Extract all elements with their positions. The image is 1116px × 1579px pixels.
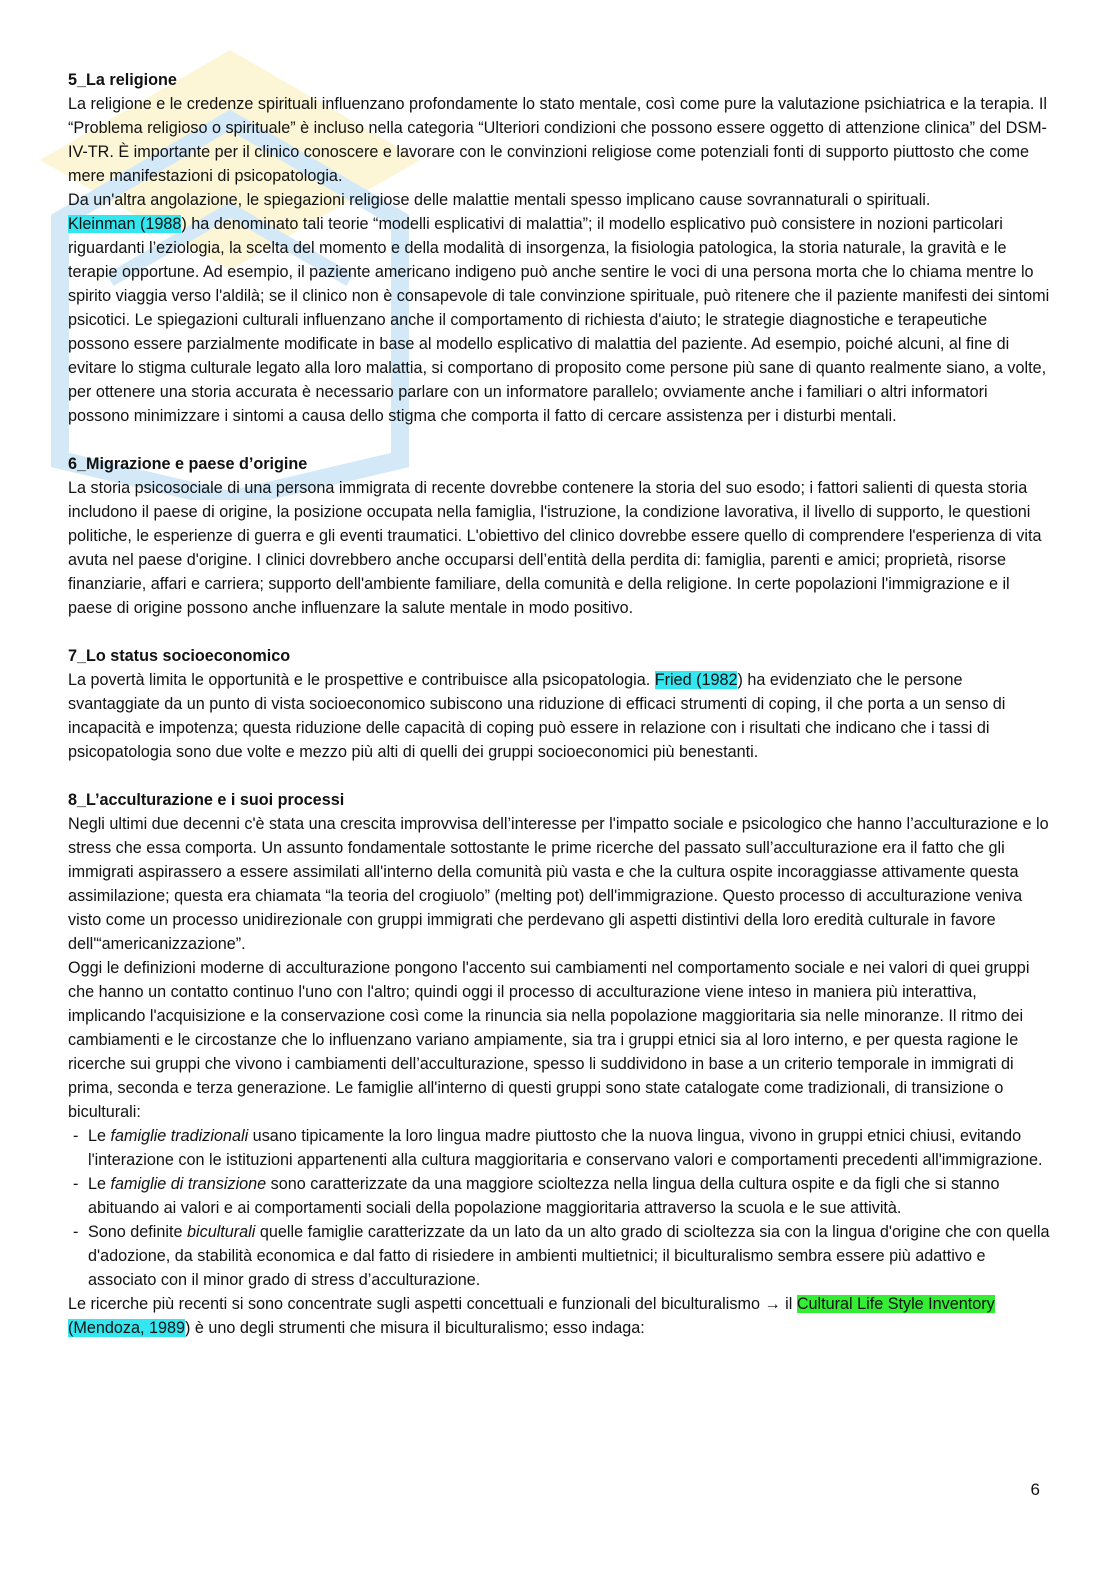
paragraph: Oggi le definizioni moderne di acculturazione pongono l'accento sui cambiamenti nel comportamento sociale e nei valori di quei gruppi che hanno un contatto continuo l'uno con l'altro; quindi oggi il processo di acculturazione viene inteso in maniera più interattiva, implicando l'acquisizione e la conservazione così come la rinuncia sia nella popolazione maggioritaria sia nelle minoranze. Il ritmo dei cambiamenti e le circostanze che lo influenzano variano ampiamente, sia tra i gruppi etnici sia al loro interno, e per questa ragione le ricerche sui gruppi che vivono i cambiamenti dell’acculturazione, spesso li suddividono in base a un criterio temporale in immigrati di prima, seconda e terza generazione. Le famiglie all'interno di questi gruppi sono state catalogate come tradizionali, di transizione o biculturali: bbox=[68, 959, 1030, 1121]
section-title: 5_La religione bbox=[68, 71, 177, 89]
section-title: 8_L’acculturazione e i suoi processi bbox=[68, 791, 345, 809]
section-status-socioeconomico bbox=[68, 644, 1050, 764]
highlighted-citation: (Mendoza, 1989 bbox=[68, 1319, 185, 1337]
paragraph-text: ) è uno degli strumenti che misura il biculturalismo; esso indaga: bbox=[185, 1319, 645, 1337]
document-page bbox=[68, 68, 1050, 1364]
list-item bbox=[68, 1172, 1050, 1220]
highlighted-tool-name: Cultural Life Style Inventory bbox=[796, 1295, 995, 1313]
list-item-text: usano tipicamente la loro lingua madre piuttosto che la nuova lingua, vivono in gruppi etnici chiusi, evitando l'interazione con le istituzioni appartenenti alla cultura maggioritaria e conservano valori e comportamenti precedenti all'immigrazione. bbox=[88, 1127, 1043, 1169]
list-item-text: Sono definite bbox=[88, 1223, 187, 1241]
list-item-text: Le bbox=[88, 1127, 111, 1145]
list-item-text: sono caratterizzate da una maggiore scioltezza nella lingua della cultura ospite e da figli che si stanno abituando ai valori e ai comportamenti sociali della popolazione maggioritaria attraverso la scuola e le sue attività. bbox=[88, 1175, 1000, 1217]
paragraph bbox=[68, 1292, 1050, 1340]
section-title: 7_Lo status socioeconomico bbox=[68, 647, 291, 665]
list-item-text: quelle famiglie caratterizzate da un lato da un alto grado di scioltezza sia con la lingua d'origine che con quella d'adozione, da stabilità economica e dal fatto di risiedere in ambienti multietnici; il biculturalismo sembra essere più adattivo e associato con il minor grado di stress d’acculturazione. bbox=[88, 1223, 1050, 1289]
list-item bbox=[68, 1220, 1050, 1292]
page-number: 6 bbox=[1030, 1480, 1040, 1499]
paragraph-text: ) ha evidenziato che le persone svantaggiate da un punto di vista socioeconomico subiscono una riduzione di efficaci strumenti di coping, il che porta a un senso di incapacità e impotenza; questa riduzione delle capacità di coping può essere in relazione con i risultati che indicano che i tassi di psicopatologia sono due volte e mezzo più alti di quelli dei gruppi socioeconomici più benestanti. bbox=[68, 671, 1006, 761]
paragraph: Negli ultimi due decenni c'è stata una crescita improvvisa dell’interesse per l'impatto sociale e psicologico che hanno l’acculturazione e lo stress che essa comporta. Un assunto fondamentale sottostante le prime ricerche del passato sull’acculturazione era il fatto che gli immigrati aspirassero a essere assimilati all'interno della comunità più vasta e che la cultura ospite incoraggiasse attivamente questa assimilazione; questa era chiamata “la teoria del crogiuolo” (melting pot) dell'immigrazione. Questo processo di acculturazione veniva visto come un processo unidirezionale con gruppi immigrati che perdevano gli aspetti distintivi della loro eredità culturale in favore dell'“americanizzazione”. bbox=[68, 815, 1049, 953]
highlighted-citation: Kleinman (1988 bbox=[68, 215, 182, 233]
list-item-text: Le bbox=[88, 1175, 111, 1193]
paragraph bbox=[68, 668, 1050, 764]
list-item-term: famiglie tradizionali bbox=[110, 1127, 249, 1145]
list-item bbox=[68, 1124, 1050, 1172]
paragraph: La storia psicosociale di una persona immigrata di recente dovrebbe contenere la storia del suo esodo; i fattori salienti di questa storia includono il paese di origine, la posizione occupata nella famiglia, l'istruzione, la condizione lavorativa, il livello di supporto, le questioni politiche, le esperienze di guerra e gli eventi traumatici. L'obiettivo del clinico dovrebbe essere quello di comprendere l'esperienza di vita avuta nel paese d'origine. I clinici dovrebbero anche occuparsi dell’entità della perdita di: famiglia, parenti e amici; proprietà, risorse finanziarie, affari e carriera; supporto dell'ambiente familiare, della comunità e della religione. In certe popolazioni l'immigrazione e il paese di origine possono anche influenzare la salute mentale in modo positivo. bbox=[68, 479, 1042, 617]
highlighted-citation: Fried (1982 bbox=[654, 671, 738, 689]
section-migrazione bbox=[68, 452, 1050, 620]
paragraph-text: il bbox=[780, 1295, 797, 1313]
arrow-icon: → bbox=[764, 1295, 781, 1313]
list-item-term: famiglie di transizione bbox=[110, 1175, 267, 1193]
paragraph-text: La povertà limita le opportunità e le prospettive e contribuisce alla psicopatologia. bbox=[68, 671, 655, 689]
list-item-term: biculturali bbox=[187, 1223, 256, 1241]
section-acculturazione bbox=[68, 788, 1050, 1340]
section-religione bbox=[68, 68, 1050, 428]
section-title: 6_Migrazione e paese d’origine bbox=[68, 455, 308, 473]
paragraph: Da un'altra angolazione, le spiegazioni religiose delle malattie mentali spesso implicano cause sovrannaturali o spirituali. bbox=[68, 191, 931, 209]
paragraph bbox=[68, 212, 1050, 428]
paragraph-text: Le ricerche più recenti si sono concentrate sugli aspetti concettuali e funzionali del biculturalismo bbox=[68, 1295, 765, 1313]
family-types-list bbox=[68, 1124, 1050, 1292]
paragraph: La religione e le credenze spirituali influenzano profondamente lo stato mentale, così come pure la valutazione psichiatrica e la terapia. Il “Problema religioso o spirituale” è incluso nella categoria “Ulteriori condizioni che possono essere oggetto di attenzione clinica” del DSM-IV-TR. È importante per il clinico conoscere e lavorare con le convinzioni religiose come potenziali fonti di supporto piuttosto che come mere manifestazioni di psicopatologia. bbox=[68, 95, 1048, 185]
paragraph-text: ) ha denominato tali teorie “modelli esplicativi di malattia”; il modello esplicativo può consistere in nozioni particolari riguardanti l’eziologia, la scelta del momento e della modalità di insorgenza, la fisiologia patologica, la storia naturale, la gravità e le terapie opportune. Ad esempio, il paziente americano indigeno può anche sentire le voci di una persona morta che lo chiama mentre lo spirito viaggia verso l'aldilà; se il clinico non è consapevole di tale convinzione spirituale, può ritenere che il paziente manifesti dei sintomi psicotici. Le spiegazioni culturali influenzano anche il comportamento di richiesta d'aiuto; le strategie diagnostiche e terapeutiche possono essere parzialmente modificate in base al modello esplicativo di malattia del paziente. Ad esempio, poiché alcuni, al fine di evitare lo stigma culturale legato alla loro malattia, si comportano di proposito come persone più sane di quanto realmente siano, a volte, per ottenere una storia accurata è necessario parlare con un informatore parallelo; ovviamente anche i familiari o altri informatori possono minimizzare i sintomi a causa dello stigma che comporta il fatto di cercare assistenza per i disturbi mentali. bbox=[68, 215, 1050, 425]
